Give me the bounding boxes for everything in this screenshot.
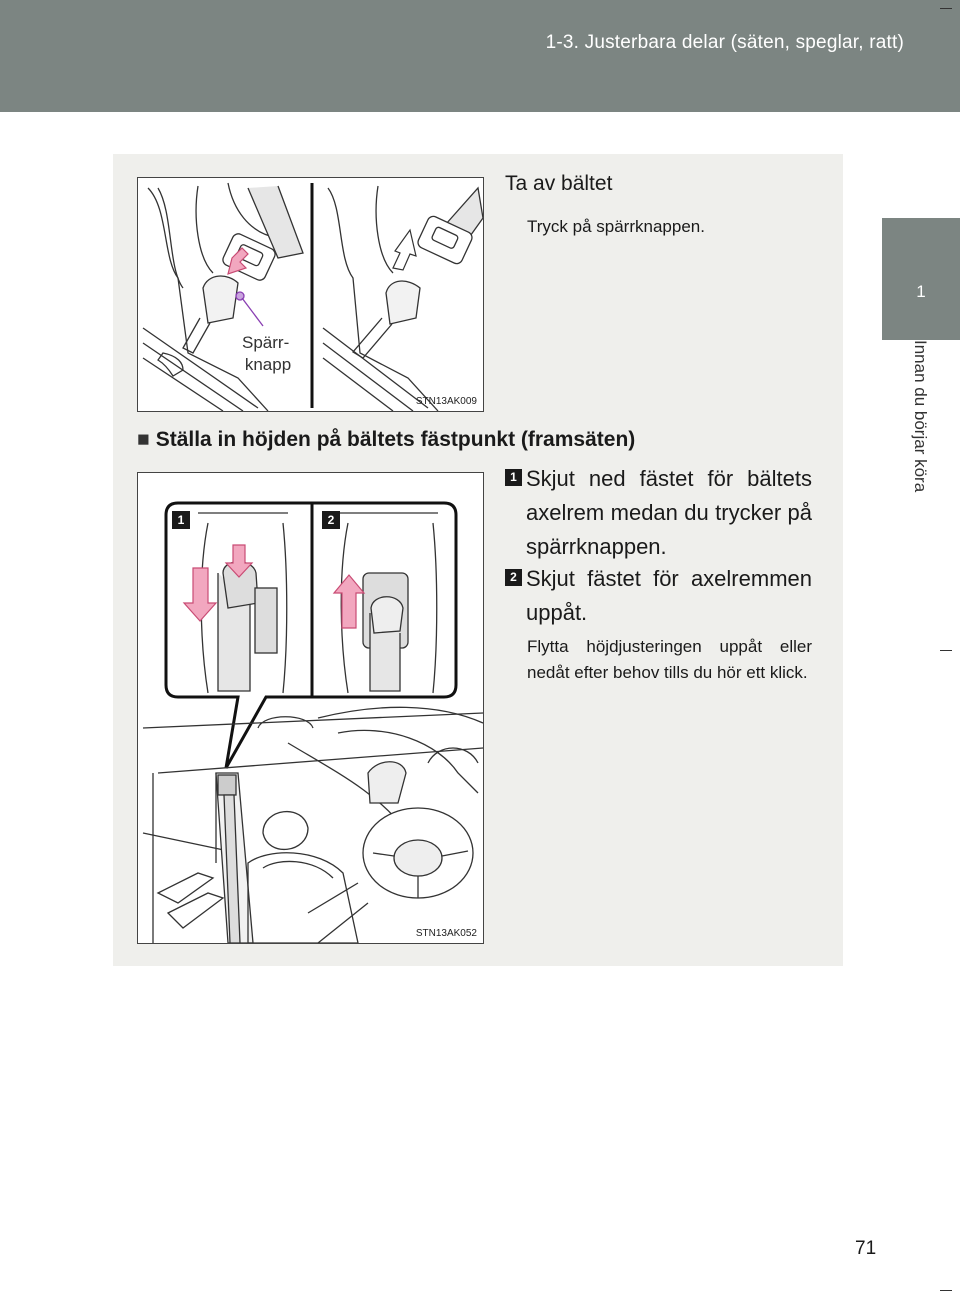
step-item-2 bbox=[505, 562, 812, 630]
edge-tick-mid bbox=[940, 650, 952, 651]
figure-unbuckle bbox=[137, 177, 484, 412]
step-text-1: Skjut ned fästet för bältets axelrem medan du trycker på spärrknappen. bbox=[526, 466, 812, 559]
chapter-label: Innan du börjar köra bbox=[911, 340, 930, 493]
section-heading-unbuckle: Ta av bältet bbox=[505, 172, 613, 195]
section-heading-height-adjust bbox=[137, 428, 635, 452]
header-band bbox=[0, 0, 960, 112]
step-number-2: 2 bbox=[505, 569, 522, 586]
section-bullet: ■ bbox=[137, 428, 150, 451]
section-body-unbuckle: Tryck på spärrknappen. bbox=[527, 217, 705, 236]
figure-code: STN13AK052 bbox=[415, 928, 477, 939]
figure-step-tag-1: 1 bbox=[172, 511, 190, 529]
edge-tick-bottom bbox=[940, 1290, 952, 1291]
page-number: 71 bbox=[855, 1238, 877, 1259]
page-header-title: 1-3. Justerbara delar (säten, speglar, ratt) bbox=[545, 32, 904, 53]
unbuckle-illustration bbox=[138, 178, 483, 411]
chapter-number: 1 bbox=[916, 282, 926, 301]
height-adjuster-illustration bbox=[138, 473, 483, 943]
chapter-tab bbox=[882, 218, 960, 340]
figure-unbuckle-callout bbox=[242, 333, 294, 374]
step-text-2: Skjut fästet för axelremmen uppåt. bbox=[526, 566, 812, 625]
figure-code: STN13AK009 bbox=[415, 396, 477, 407]
figure-height-adjuster bbox=[137, 472, 484, 944]
callout-line-1: Spärr- bbox=[242, 333, 290, 352]
adjust-note: Flytta höjdjusteringen uppåt eller nedåt efter behov tills du hör ett klick. bbox=[527, 637, 812, 682]
edge-tick-top bbox=[940, 8, 952, 9]
callout-line-2: knapp bbox=[244, 355, 292, 374]
section-heading-text: Ställa in höjden på bältets fästpunkt (framsäten) bbox=[155, 428, 636, 451]
step-number-1: 1 bbox=[505, 469, 522, 486]
step-item-1 bbox=[505, 462, 812, 564]
figure-step-tag-2: 2 bbox=[322, 511, 340, 529]
chapter-label-container bbox=[882, 340, 960, 700]
